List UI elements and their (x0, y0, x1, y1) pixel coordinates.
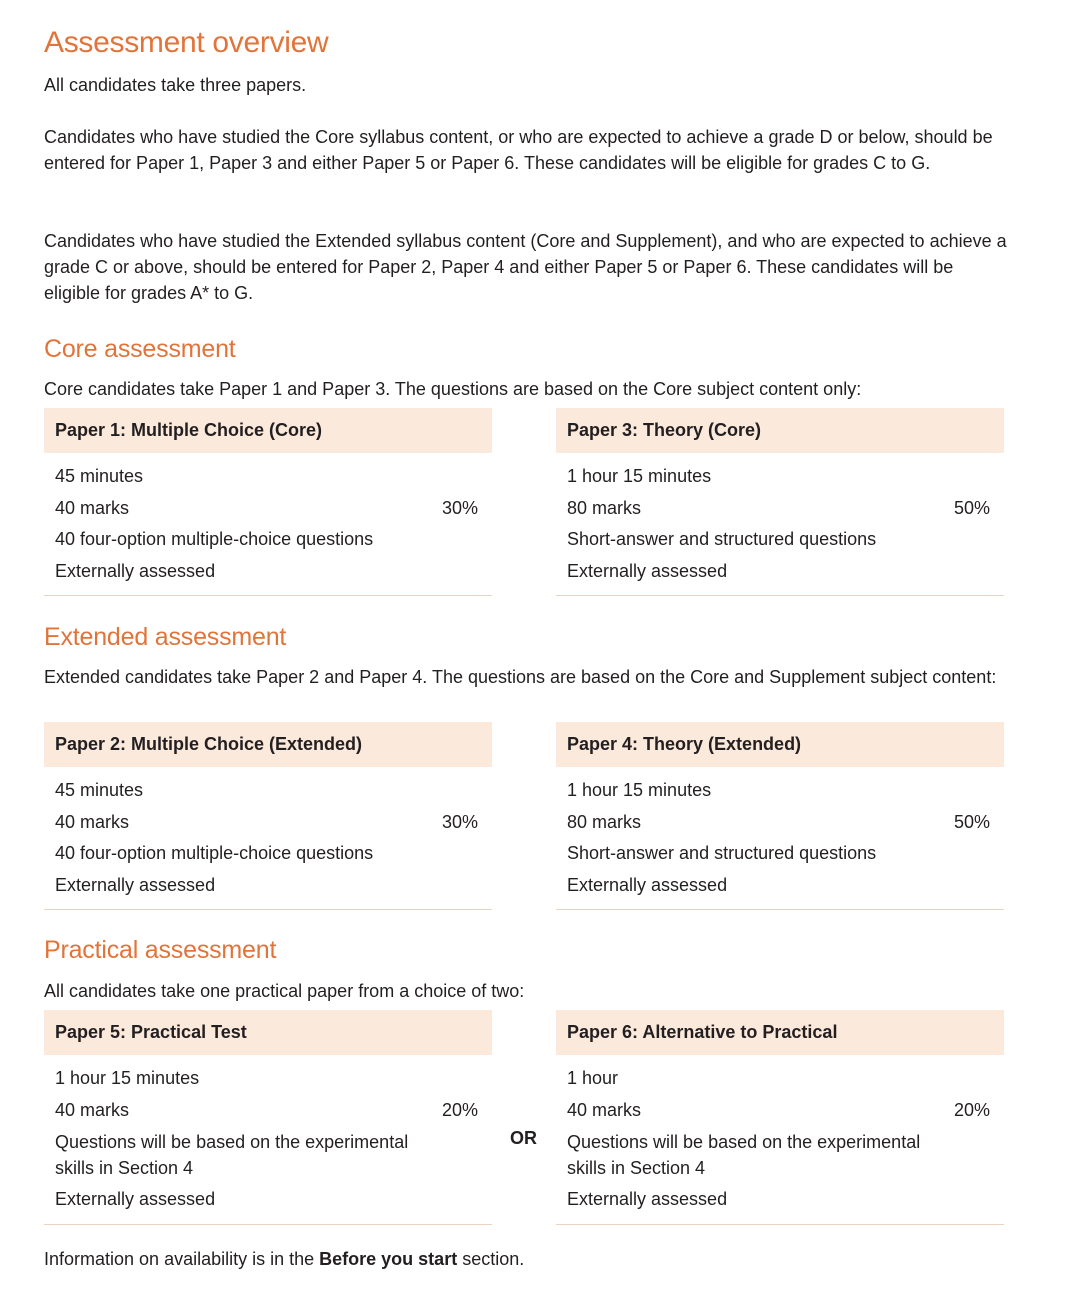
paper-2-card (44, 722, 492, 910)
extended-description: Extended candidates take Paper 2 and Paper 4. The questions are based on the Core and Supplement subject content: (44, 667, 997, 687)
paper-marks: 40 marks (55, 1099, 130, 1120)
paper-questions: 40 four-option multiple-choice questions (55, 843, 374, 863)
paper-questions (55, 1126, 478, 1184)
paper-weighting: 20% (441, 1099, 478, 1120)
paper-assessment: Externally assessed (567, 560, 728, 581)
intro-paragraph-1: All candidates take three papers. (44, 75, 307, 95)
paper-marks: 40 marks (55, 497, 130, 518)
paper-5-card (44, 1010, 492, 1225)
paper-questions-line-2: skills in Section 4 (55, 1158, 194, 1178)
paper-4-card (556, 722, 1004, 910)
practical-heading: Practical assessment (44, 936, 277, 964)
availability-note (44, 1246, 1014, 1272)
paper-marks: 80 marks (567, 497, 642, 518)
paper-questions: Short-answer and structured questions (567, 843, 877, 863)
paper-assessment: Externally assessed (55, 560, 216, 581)
paper-questions: Short-answer and structured questions (567, 529, 877, 549)
paper-assessment: Externally assessed (567, 874, 728, 895)
paper-assessment: Externally assessed (55, 874, 216, 895)
paper-1-card (44, 408, 492, 596)
paper-title: Paper 1: Multiple Choice (Core) (44, 408, 492, 453)
practical-description: All candidates take one practical paper from a choice of two: (44, 981, 525, 1001)
paper-duration: 1 hour 15 minutes (567, 466, 712, 486)
footer-text-after: section. (457, 1249, 525, 1269)
page-title: Assessment overview (44, 26, 329, 59)
paper-questions-line-1: Questions will be based on the experimental (55, 1132, 409, 1152)
before-you-start-reference: Before you start (319, 1249, 458, 1269)
paper-assessment: Externally assessed (55, 1189, 216, 1209)
footer-text-before: Information on availability is in the (44, 1249, 320, 1269)
paper-questions: 40 four-option multiple-choice questions (55, 529, 374, 549)
paper-assessment: Externally assessed (567, 1189, 728, 1209)
paper-questions (567, 1126, 990, 1184)
paper-duration: 45 minutes (55, 780, 144, 800)
extended-heading: Extended assessment (44, 623, 287, 651)
or-label: OR (510, 1128, 537, 1148)
paper-weighting: 30% (441, 497, 478, 518)
paper-title: Paper 6: Alternative to Practical (556, 1010, 1004, 1055)
paper-weighting: 20% (953, 1099, 990, 1120)
intro-paragraph-2: Candidates who have studied the Core syllabus content, or who are expected to achieve a grade D or below, should be entered for Paper 1, Paper 3 and either Paper 5 or Paper 6. These candidates will be eligible for grades C to G. (44, 127, 993, 173)
paper-marks: 80 marks (567, 811, 642, 832)
core-heading: Core assessment (44, 335, 236, 363)
paper-duration: 1 hour 15 minutes (567, 780, 712, 800)
paper-duration: 1 hour 15 minutes (55, 1068, 200, 1088)
paper-questions-line-2: skills in Section 4 (567, 1158, 706, 1178)
paper-6-card (556, 1010, 1004, 1225)
paper-title: Paper 5: Practical Test (44, 1010, 492, 1055)
paper-duration: 1 hour (567, 1068, 619, 1088)
intro-paragraph-3: Candidates who have studied the Extended syllabus content (Core and Supplement), and who are expected to achieve a grade C or above, should be entered for Paper 2, Paper 4 and either Paper 5 or Paper 6. These candidates will be eligible for grades A* to G. (44, 231, 1007, 303)
paper-title: Paper 4: Theory (Extended) (556, 722, 1004, 767)
paper-weighting: 50% (953, 497, 990, 518)
paper-marks: 40 marks (567, 1099, 642, 1120)
paper-duration: 45 minutes (55, 466, 144, 486)
paper-title: Paper 3: Theory (Core) (556, 408, 1004, 453)
paper-weighting: 50% (953, 811, 990, 832)
paper-3-card (556, 408, 1004, 596)
paper-title: Paper 2: Multiple Choice (Extended) (44, 722, 492, 767)
paper-questions-line-1: Questions will be based on the experimental (567, 1132, 921, 1152)
paper-weighting: 30% (441, 811, 478, 832)
paper-marks: 40 marks (55, 811, 130, 832)
core-description: Core candidates take Paper 1 and Paper 3. The questions are based on the Core subject content only: (44, 379, 862, 399)
